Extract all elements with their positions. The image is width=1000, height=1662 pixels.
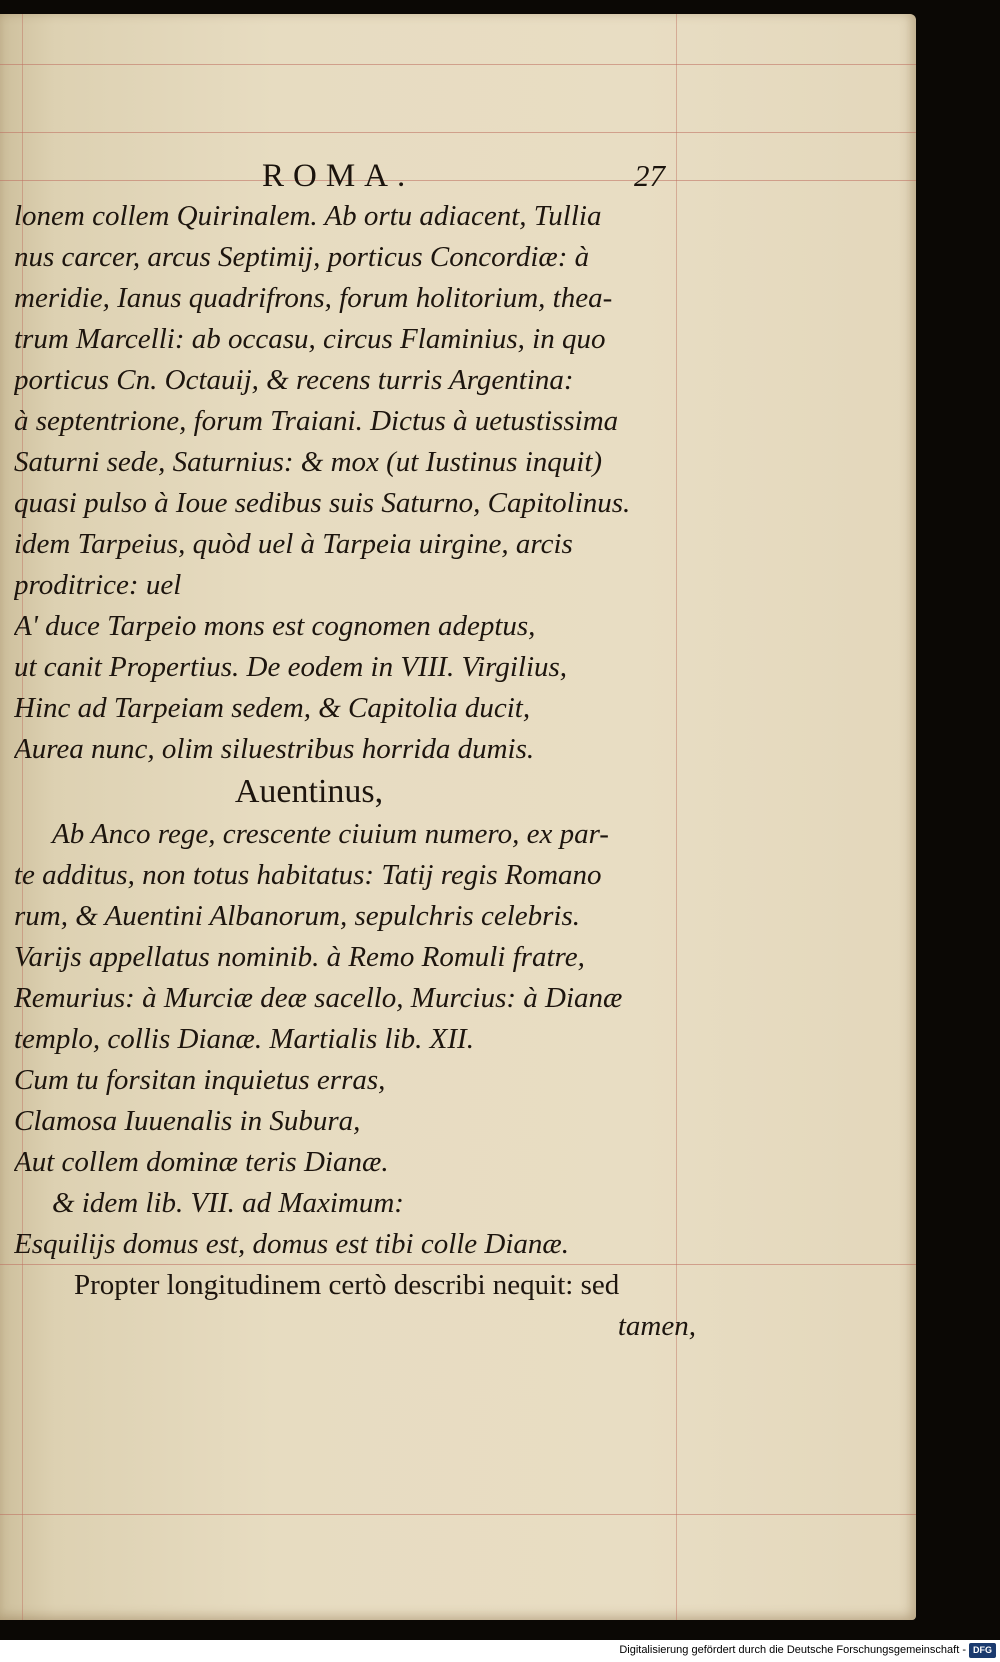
text-line: proditrice: uel xyxy=(14,569,182,601)
text-line: idem Tarpeius, quòd uel à Tarpeia uirgine, arcis xyxy=(14,528,573,560)
ruled-line-header xyxy=(0,132,916,133)
text-line: Remurius: à Murciæ deæ sacello, Murcius: à Dianæ xyxy=(14,982,623,1014)
page-number: 27 xyxy=(634,158,665,193)
verse-line: Aurea nunc, olim siluestribus horrida dumis. xyxy=(14,733,535,765)
book-page xyxy=(0,14,916,1620)
verse-line: A' duce Tarpeio mons est cognomen adeptus, xyxy=(14,610,536,642)
text-line: Varijs appellatus nominib. à Remo Romuli fratre, xyxy=(14,941,585,973)
text-line: Saturni sede, Saturnius: & mox (ut Iustinus inquit) xyxy=(14,446,603,478)
section-heading: Auentinus, xyxy=(234,773,384,810)
verse-line: Aut collem dominæ teris Dianæ. xyxy=(14,1146,389,1178)
digitization-footer xyxy=(0,1640,1000,1662)
text-line: meridie, Ianus quadrifrons, forum holitorium, thea- xyxy=(14,282,613,314)
text-line: quasi pulso à Ioue sedibus suis Saturno, Capitolinus. xyxy=(14,487,631,519)
text-line: lonem collem Quirinalem. Ab ortu adiacent, Tullia xyxy=(14,200,602,232)
text-line: Propter longitudinem certò describi nequit: sed xyxy=(74,1269,620,1301)
ruled-line-bottom xyxy=(0,1514,916,1515)
verse-line: Esquilijs domus est, domus est tibi colle Dianæ. xyxy=(14,1228,570,1260)
text-line: ut canit Propertius. De eodem in VIII. Virgilius, xyxy=(14,651,568,683)
text-block xyxy=(14,196,704,1347)
text-line: trum Marcelli: ab occasu, circus Flaminius, in quo xyxy=(14,323,606,355)
verse-line: Hinc ad Tarpeiam sedem, & Capitolia ducit, xyxy=(14,692,531,724)
verse-line: Clamosa Iuuenalis in Subura, xyxy=(14,1105,361,1137)
text-line: & idem lib. VII. ad Maximum: xyxy=(52,1187,404,1219)
dfg-logo-icon: DFG xyxy=(969,1643,996,1658)
ruled-line-top xyxy=(0,64,916,65)
text-line: rum, & Auentini Albanorum, sepulchris celebris. xyxy=(14,900,581,932)
running-head: ROMA. xyxy=(262,158,415,194)
catchword: tamen, xyxy=(617,1310,696,1342)
text-line: nus carcer, arcus Septimij, porticus Concordiæ: à xyxy=(14,241,590,273)
funding-notice: Digitalisierung gefördert durch die Deutsche Forschungsgemeinschaft - xyxy=(619,1644,966,1656)
text-line: te additus, non totus habitatus: Tatij regis Romano xyxy=(14,859,602,891)
text-line: templo, collis Dianæ. Martialis lib. XII. xyxy=(14,1023,474,1055)
text-line: porticus Cn. Octauij, & recens turris Argentina: xyxy=(14,364,574,396)
text-line: à septentrione, forum Traiani. Dictus à uetustissima xyxy=(14,405,619,437)
verse-line: Cum tu forsitan inquietus erras, xyxy=(14,1064,386,1096)
text-line: Ab Anco rege, crescente ciuium numero, ex par- xyxy=(52,818,609,850)
